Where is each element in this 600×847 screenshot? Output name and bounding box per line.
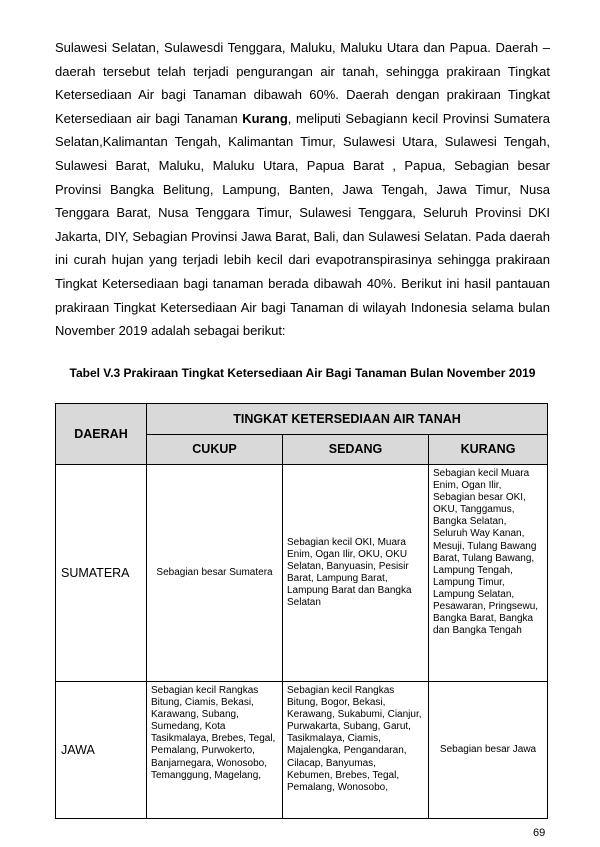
header-sedang: SEDANG [283,434,429,465]
cukup-cell: Sebagian kecil Rangkas Bitung, Ciamis, Bekasi, Karawang, Subang, Sumedang, Kota Tasikmalaya, Brebes, Tegal, Pemalang, Purwokerto, Banjarnegara, Wonosobo, Temanggung, Magelang, [147,682,283,819]
header-cukup: CUKUP [147,434,283,465]
page-number: 69 [533,827,546,839]
water-availability-table [55,403,548,819]
header-kurang: KURANG [429,434,548,465]
header-tingkat-ketersediaan: TINGKAT KETERSEDIAAN AIR TANAH [147,404,548,435]
cukup-cell: Sebagian besar Sumatera [147,465,283,682]
body-paragraph [55,36,550,343]
region-cell: SUMATERA [56,465,147,682]
table-caption: Tabel V.3 Prakiraan Tingkat Ketersediaan Air Bagi Tanaman Bulan November 2019 [69,366,536,380]
table-row [56,682,548,819]
sedang-cell: Sebagian kecil Rangkas Bitung, Bogor, Bekasi, Kerawang, Sukabumi, Cianjur, Purwakarta, Subang, Garut, Tasikmalaya, Ciamis, Majalengka, Pengandaran, Cilacap, Banyumas, Kebumen, Brebes, Tegal, Pemalang, Wonosobo, [283,682,429,819]
kurang-cell: Sebagian besar Jawa [429,682,548,819]
paragraph-text-start: Sulawesi Selatan, Sulawesdi Tenggara, Maluku, Maluku Utara dan Papua. Daerah – daerah tersebut telah terjadi pengurangan air tanah, sehingga prakiraan Tingkat Ketersediaan Air bagi Tanaman dibawah 60%. Daerah dengan prakiraan Tingkat Ketersediaan air bagi Tanaman [55,40,550,126]
sedang-cell: Sebagian kecil OKI, Muara Enim, Ogan Ilir, OKU, OKU Selatan, Banyuasin, Pesisir Barat, Lampung Barat, Lampung Barat dan Bangka Selatan [283,465,429,682]
paragraph-bold-word: Kurang [242,110,288,126]
paragraph-text-end: , meliputi Sebagiann kecil Provinsi Sumatera Selatan,Kalimantan Tengah, Kalimantan Timur, Sulawesi Utara, Sulawesi Tengah, Sulawesi Barat, Maluku, Maluku Utara, Papua Barat , Papua, Sebagian besar Provinsi Bangka Belitung, Lampung, Banten, Jawa Tengah, Jawa Timur, Nusa Tenggara Barat, Nusa Tenggara Timur, Sulawesi Tenggara, Seluruh Provinsi DKI Jakarta, DIY, Sebagian Provinsi Jawa Barat, Bali, dan Sulawesi Selatan. Pada daerah ini curah hujan yang terjadi lebih kecil dari evapotranspirasinya sehingga prakiraan Tingkat Ketersediaan bagi tanaman berada dibawah 40%. Berikut ini hasil pantauan prakiraan Tingkat Ketersediaan Air bagi Tanaman di wilayah Indonesia selama bulan November 2019 adalah sebagai berikut: [55,110,550,339]
region-cell: JAWA [56,682,147,819]
table-row [56,465,548,682]
kurang-cell: Sebagian kecil Muara Enim, Ogan Ilir, Sebagian besar OKI, OKU, Tanggamus, Bangka Selatan, Seluruh Way Kanan, Mesuji, Tulang Bawang Barat, Tulang Bawang, Lampung Tengah, Lampung Timur, Lampung Selatan, Pesawaran, Pringsewu, Bangka Barat, Bangka dan Bangka Tengah [429,465,548,682]
header-daerah: DAERAH [56,404,147,465]
